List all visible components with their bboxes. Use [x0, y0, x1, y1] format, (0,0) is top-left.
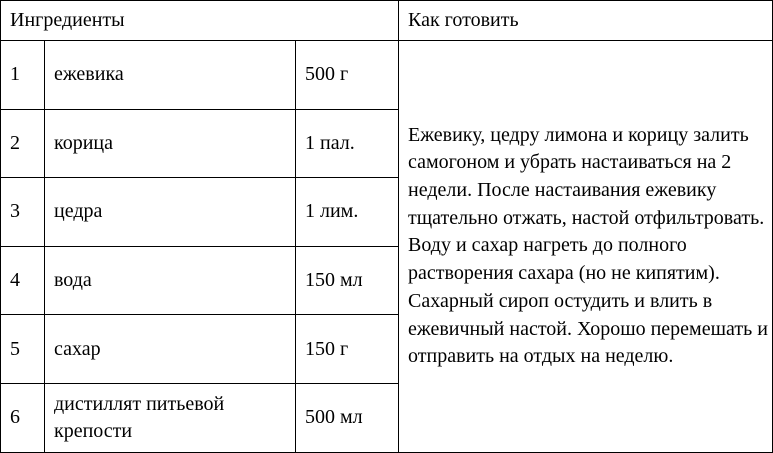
ingredient-number: 5	[1, 315, 45, 384]
ingredient-number: 6	[1, 383, 45, 452]
method-header: Как готовить	[399, 1, 773, 41]
ingredient-number: 4	[1, 246, 45, 315]
table-header-row	[1, 1, 773, 41]
table-row	[1, 41, 773, 110]
ingredient-number: 1	[1, 41, 45, 110]
ingredients-header: Ингредиенты	[1, 1, 399, 41]
ingredient-amount: 150 мл	[296, 246, 399, 315]
ingredient-amount: 150 г	[296, 315, 399, 384]
ingredient-number: 2	[1, 109, 45, 178]
method-text: Ежевику, цедру лимона и корицу залить самогоном и убрать настаиваться на 2 недели. После настаивания ежевику тщательно отжать, настой отфильтровать. Воду и сахар нагреть до полного растворения сахара (но не кипятим). Сахарный сироп остудить и влить в ежевичный настой. Хорошо перемешать и отправить на отдых на неделю.	[399, 41, 773, 453]
ingredient-name: корица	[45, 109, 296, 178]
ingredient-name: вода	[45, 246, 296, 315]
ingredient-amount: 500 г	[296, 41, 399, 110]
ingredient-amount: 1 лим.	[296, 178, 399, 247]
ingredient-name: сахар	[45, 315, 296, 384]
ingredient-amount: 1 пал.	[296, 109, 399, 178]
ingredient-amount: 500 мл	[296, 383, 399, 452]
ingredient-number: 3	[1, 178, 45, 247]
ingredient-name: цедра	[45, 178, 296, 247]
ingredient-name: ежевика	[45, 41, 296, 110]
ingredient-name: дистиллят питьевой крепости	[45, 383, 296, 452]
